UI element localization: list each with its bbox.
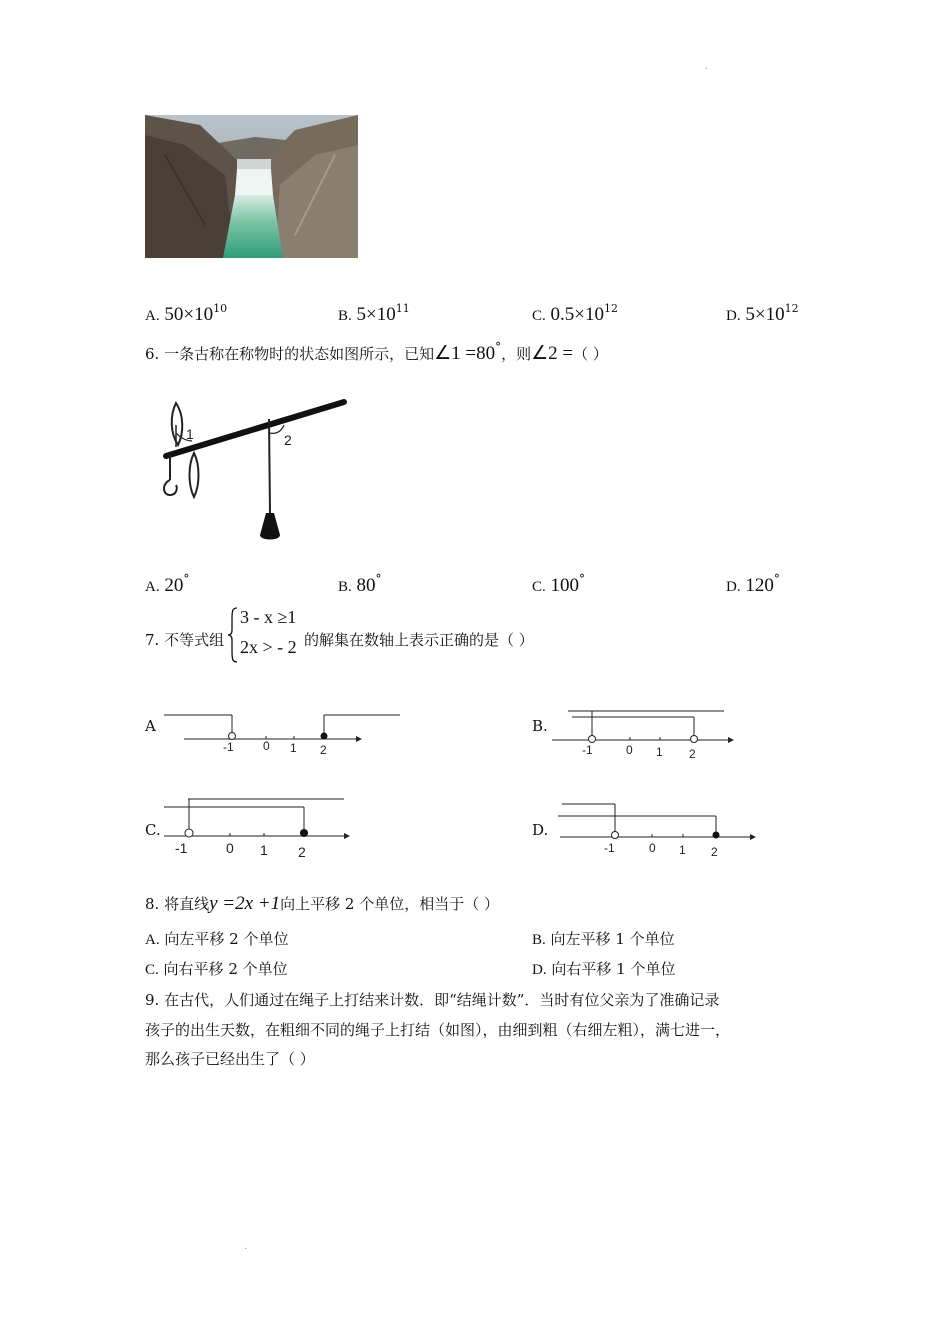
svg-text:1: 1 xyxy=(260,842,268,858)
q5-option-d[interactable]: D. $5\times 10^{12}$ xyxy=(726,302,799,325)
angle-1-label: 1 xyxy=(186,426,194,442)
weight xyxy=(260,513,280,540)
q5-option-c[interactable]: C. $0.5\times 10^{12}$ xyxy=(532,302,619,325)
q9-line-1: 9. 在古代，人们通过在绳子上打结来计数．即“结绳计数”．当时有位父亲为了准确记录 xyxy=(145,991,720,1009)
svg-text:-1: -1 xyxy=(223,740,234,754)
svg-text:0: 0 xyxy=(649,841,656,855)
system-brace xyxy=(228,606,238,664)
svg-text:2: 2 xyxy=(689,747,696,761)
svg-text:-1: -1 xyxy=(604,841,615,855)
svg-text:1: 1 xyxy=(679,843,686,857)
svg-text:-1: -1 xyxy=(175,840,188,856)
number-line-b xyxy=(548,705,748,763)
hook xyxy=(164,480,177,495)
page-speck: · xyxy=(244,1244,248,1255)
number-line-c xyxy=(160,790,360,860)
angle-2-label: 2 xyxy=(284,432,292,448)
lower-loop xyxy=(190,453,199,497)
q7-option-c-label[interactable]: C. xyxy=(145,821,161,839)
q6-question: 6. 一条古称在称物时的状态如图所示，已知∠1 =80°，则∠2 =（ ） xyxy=(145,340,608,364)
svg-text:0: 0 xyxy=(226,840,234,856)
svg-text:-1: -1 xyxy=(582,743,593,757)
q8-option-a[interactable]: A. 向左平移 2 个单位 xyxy=(145,930,289,948)
hanging-loop xyxy=(172,403,183,445)
q7-option-d-label[interactable]: D. xyxy=(532,821,549,839)
q6-option-d[interactable]: D. 120° xyxy=(726,572,780,596)
svg-text:1: 1 xyxy=(656,745,663,759)
q9-line-2: 孩子的出生天数，在粗细不同的绳子上打结（如图），由细到粗（右细左粗），满七进一， xyxy=(145,1021,731,1039)
q9-line-3: 那么孩子已经出生了（ ） xyxy=(145,1050,315,1068)
svg-text:2: 2 xyxy=(320,743,327,757)
q8-question: 8. 将直线y =2x +1向上平移 2 个单位，相当于（ ） xyxy=(145,893,499,914)
q8-option-b[interactable]: B. 向左平移 1 个单位 xyxy=(532,930,675,948)
svg-text:0: 0 xyxy=(626,743,633,757)
page-speck: · xyxy=(705,64,709,75)
steelyard-figure xyxy=(150,385,360,550)
svg-text:2: 2 xyxy=(298,844,306,860)
number-line-d xyxy=(556,795,761,863)
q7-option-a-label[interactable]: A xyxy=(145,717,156,735)
svg-text:2: 2 xyxy=(711,845,718,859)
q7-suffix: 的解集在数轴上表示正确的是（ ） xyxy=(304,631,534,649)
q7-option-b-label[interactable]: B. xyxy=(532,717,548,735)
q5-option-a[interactable]: A. $50\times 10^{10}$ xyxy=(145,302,228,325)
q6-option-c[interactable]: C. 100° xyxy=(532,572,586,596)
q7-prefix: 7. 不等式组 xyxy=(145,631,225,649)
dam-photo xyxy=(145,115,358,258)
svg-text:0: 0 xyxy=(263,739,270,753)
system-line-1: 3 - x ≥1 xyxy=(240,607,297,627)
q6-option-a[interactable]: A. 20° xyxy=(145,572,190,596)
system-line-2: 2x > - 2 xyxy=(240,637,297,657)
q6-option-b[interactable]: B. 80° xyxy=(338,572,382,596)
number-line-a xyxy=(160,705,410,760)
q5-option-b[interactable]: B. $5\times 10^{11}$ xyxy=(338,302,410,325)
svg-text:1: 1 xyxy=(290,741,297,755)
q8-option-d[interactable]: D. 向右平移 1 个单位 xyxy=(532,960,676,978)
q8-option-c[interactable]: C. 向右平移 2 个单位 xyxy=(145,960,288,978)
